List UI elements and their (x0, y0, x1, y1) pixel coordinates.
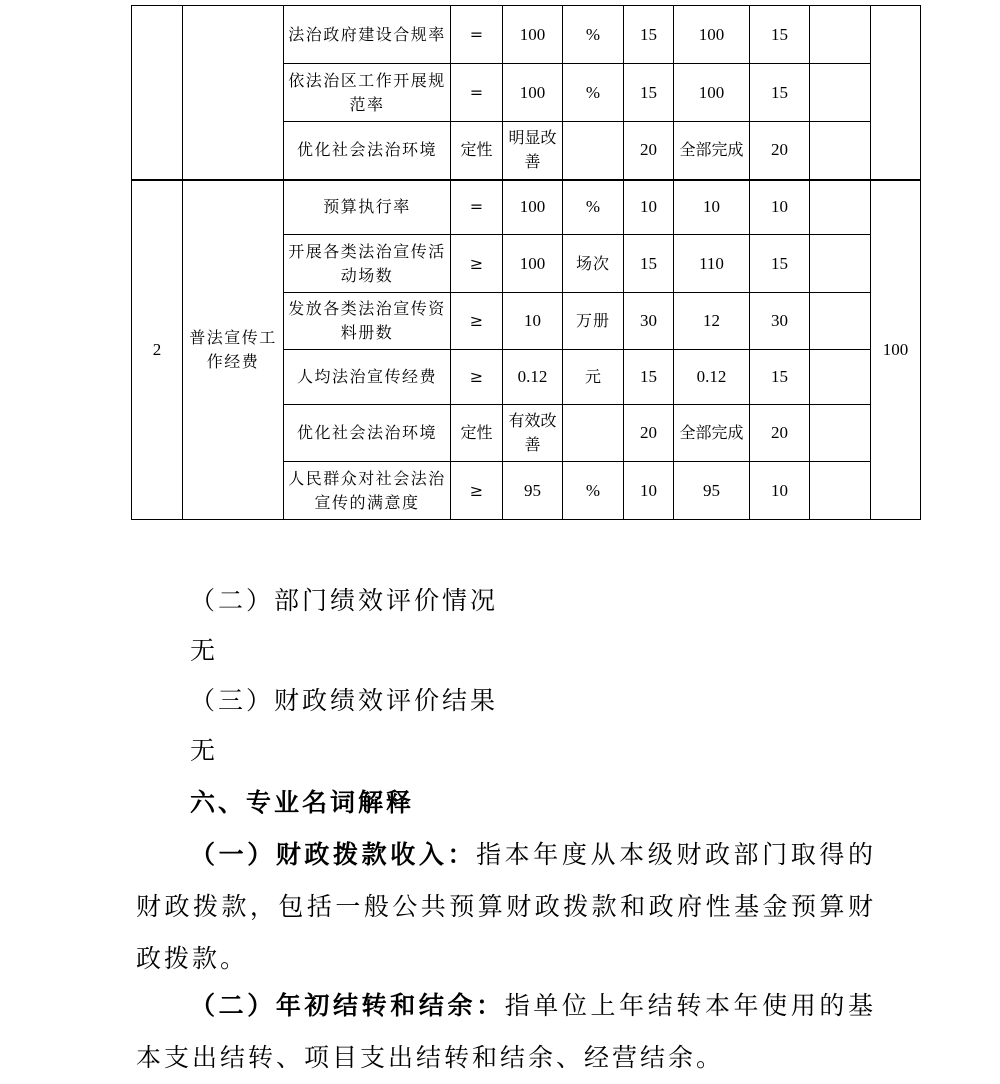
term-label: （一）财政拨款收入： (190, 840, 477, 869)
unit-cell: % (563, 180, 624, 235)
index-cell: 2 (132, 180, 183, 520)
actual-cell: 10 (674, 180, 750, 235)
score-cell: 10 (750, 180, 810, 235)
score-cell: 15 (750, 6, 810, 64)
operator-cell: = (451, 180, 503, 235)
target-cell: 10 (503, 293, 563, 350)
indicator-cell: 人均法治宣传经费 (284, 350, 451, 405)
score-cell: 15 (750, 235, 810, 293)
target-cell: 100 (503, 180, 563, 235)
operator-cell: ≥ (451, 462, 503, 520)
target-cell: 0.12 (503, 350, 563, 405)
weight-cell: 30 (624, 293, 674, 350)
performance-table (131, 5, 921, 520)
indicator-cell: 优化社会法治环境 (284, 405, 451, 462)
note-cell (810, 64, 871, 122)
weight-cell: 10 (624, 462, 674, 520)
total-cell-prev (871, 6, 921, 180)
unit-cell: 万册 (563, 293, 624, 350)
indicator-cell: 发放各类法治宣传资料册数 (284, 293, 451, 350)
term-body: 指单位上年结转本年使用的基本支出结转、项目支出结转和结余、经营结余。 (136, 991, 876, 1072)
unit-cell: % (563, 6, 624, 64)
score-cell: 10 (750, 462, 810, 520)
target-cell: 有效改善 (503, 405, 563, 462)
note-cell (810, 6, 871, 64)
target-cell: 明显改善 (503, 122, 563, 180)
note-cell (810, 235, 871, 293)
operator-cell: 定性 (451, 405, 503, 462)
indicator-cell: 预算执行率 (284, 180, 451, 235)
indicator-cell: 人民群众对社会法治宣传的满意度 (284, 462, 451, 520)
target-cell: 100 (503, 6, 563, 64)
table-row (132, 6, 921, 64)
actual-cell: 110 (674, 235, 750, 293)
actual-cell: 12 (674, 293, 750, 350)
unit-cell: 场次 (563, 235, 624, 293)
target-cell: 100 (503, 235, 563, 293)
note-cell (810, 405, 871, 462)
weight-cell: 20 (624, 405, 674, 462)
section-heading-finance-eval: （三）财政绩效评价结果 (190, 686, 499, 715)
weight-cell: 15 (624, 235, 674, 293)
score-cell: 20 (750, 122, 810, 180)
indicator-cell: 依法治区工作开展规范率 (284, 64, 451, 122)
indicator-cell: 优化社会法治环境 (284, 122, 451, 180)
note-cell (810, 350, 871, 405)
target-cell: 100 (503, 64, 563, 122)
operator-cell: ≥ (451, 350, 503, 405)
project-cell: 普法宣传工作经费 (183, 180, 284, 520)
weight-cell: 15 (624, 64, 674, 122)
unit-cell: 元 (563, 350, 624, 405)
score-cell: 15 (750, 350, 810, 405)
actual-cell: 全部完成 (674, 122, 750, 180)
term-paragraph-2 (136, 980, 876, 1084)
section-heading-dept-eval: （二）部门绩效评价情况 (190, 586, 499, 615)
target-cell: 95 (503, 462, 563, 520)
finance-eval-value: 无 (190, 736, 219, 765)
dept-eval-value: 无 (190, 636, 219, 665)
index-cell-prev (132, 6, 183, 180)
weight-cell: 15 (624, 350, 674, 405)
indicator-cell: 开展各类法治宣传活动场数 (284, 235, 451, 293)
actual-cell: 95 (674, 462, 750, 520)
actual-cell: 100 (674, 64, 750, 122)
terms-heading: 六、专业名词解释 (190, 788, 415, 817)
term-paragraph-1 (136, 829, 876, 985)
unit-cell (563, 405, 624, 462)
actual-cell: 0.12 (674, 350, 750, 405)
operator-cell: = (451, 6, 503, 64)
table-row (132, 180, 921, 235)
note-cell (810, 462, 871, 520)
operator-cell: 定性 (451, 122, 503, 180)
actual-cell: 100 (674, 6, 750, 64)
score-cell: 20 (750, 405, 810, 462)
term-body: 指本年度从本级财政部门取得的财政拨款，包括一般公共预算财政拨款和政府性基金预算财政拨款。 (136, 840, 876, 973)
note-cell (810, 180, 871, 235)
unit-cell: % (563, 64, 624, 122)
note-cell (810, 293, 871, 350)
weight-cell: 15 (624, 6, 674, 64)
score-cell: 30 (750, 293, 810, 350)
unit-cell (563, 122, 624, 180)
score-cell: 15 (750, 64, 810, 122)
unit-cell: % (563, 462, 624, 520)
operator-cell: = (451, 64, 503, 122)
weight-cell: 20 (624, 122, 674, 180)
project-cell-prev (183, 6, 284, 180)
weight-cell: 10 (624, 180, 674, 235)
actual-cell: 全部完成 (674, 405, 750, 462)
indicator-cell: 法治政府建设合规率 (284, 6, 451, 64)
term-label: （二）年初结转和结余： (190, 991, 505, 1020)
note-cell (810, 122, 871, 180)
operator-cell: ≥ (451, 293, 503, 350)
operator-cell: ≥ (451, 235, 503, 293)
total-cell: 100 (871, 180, 921, 520)
